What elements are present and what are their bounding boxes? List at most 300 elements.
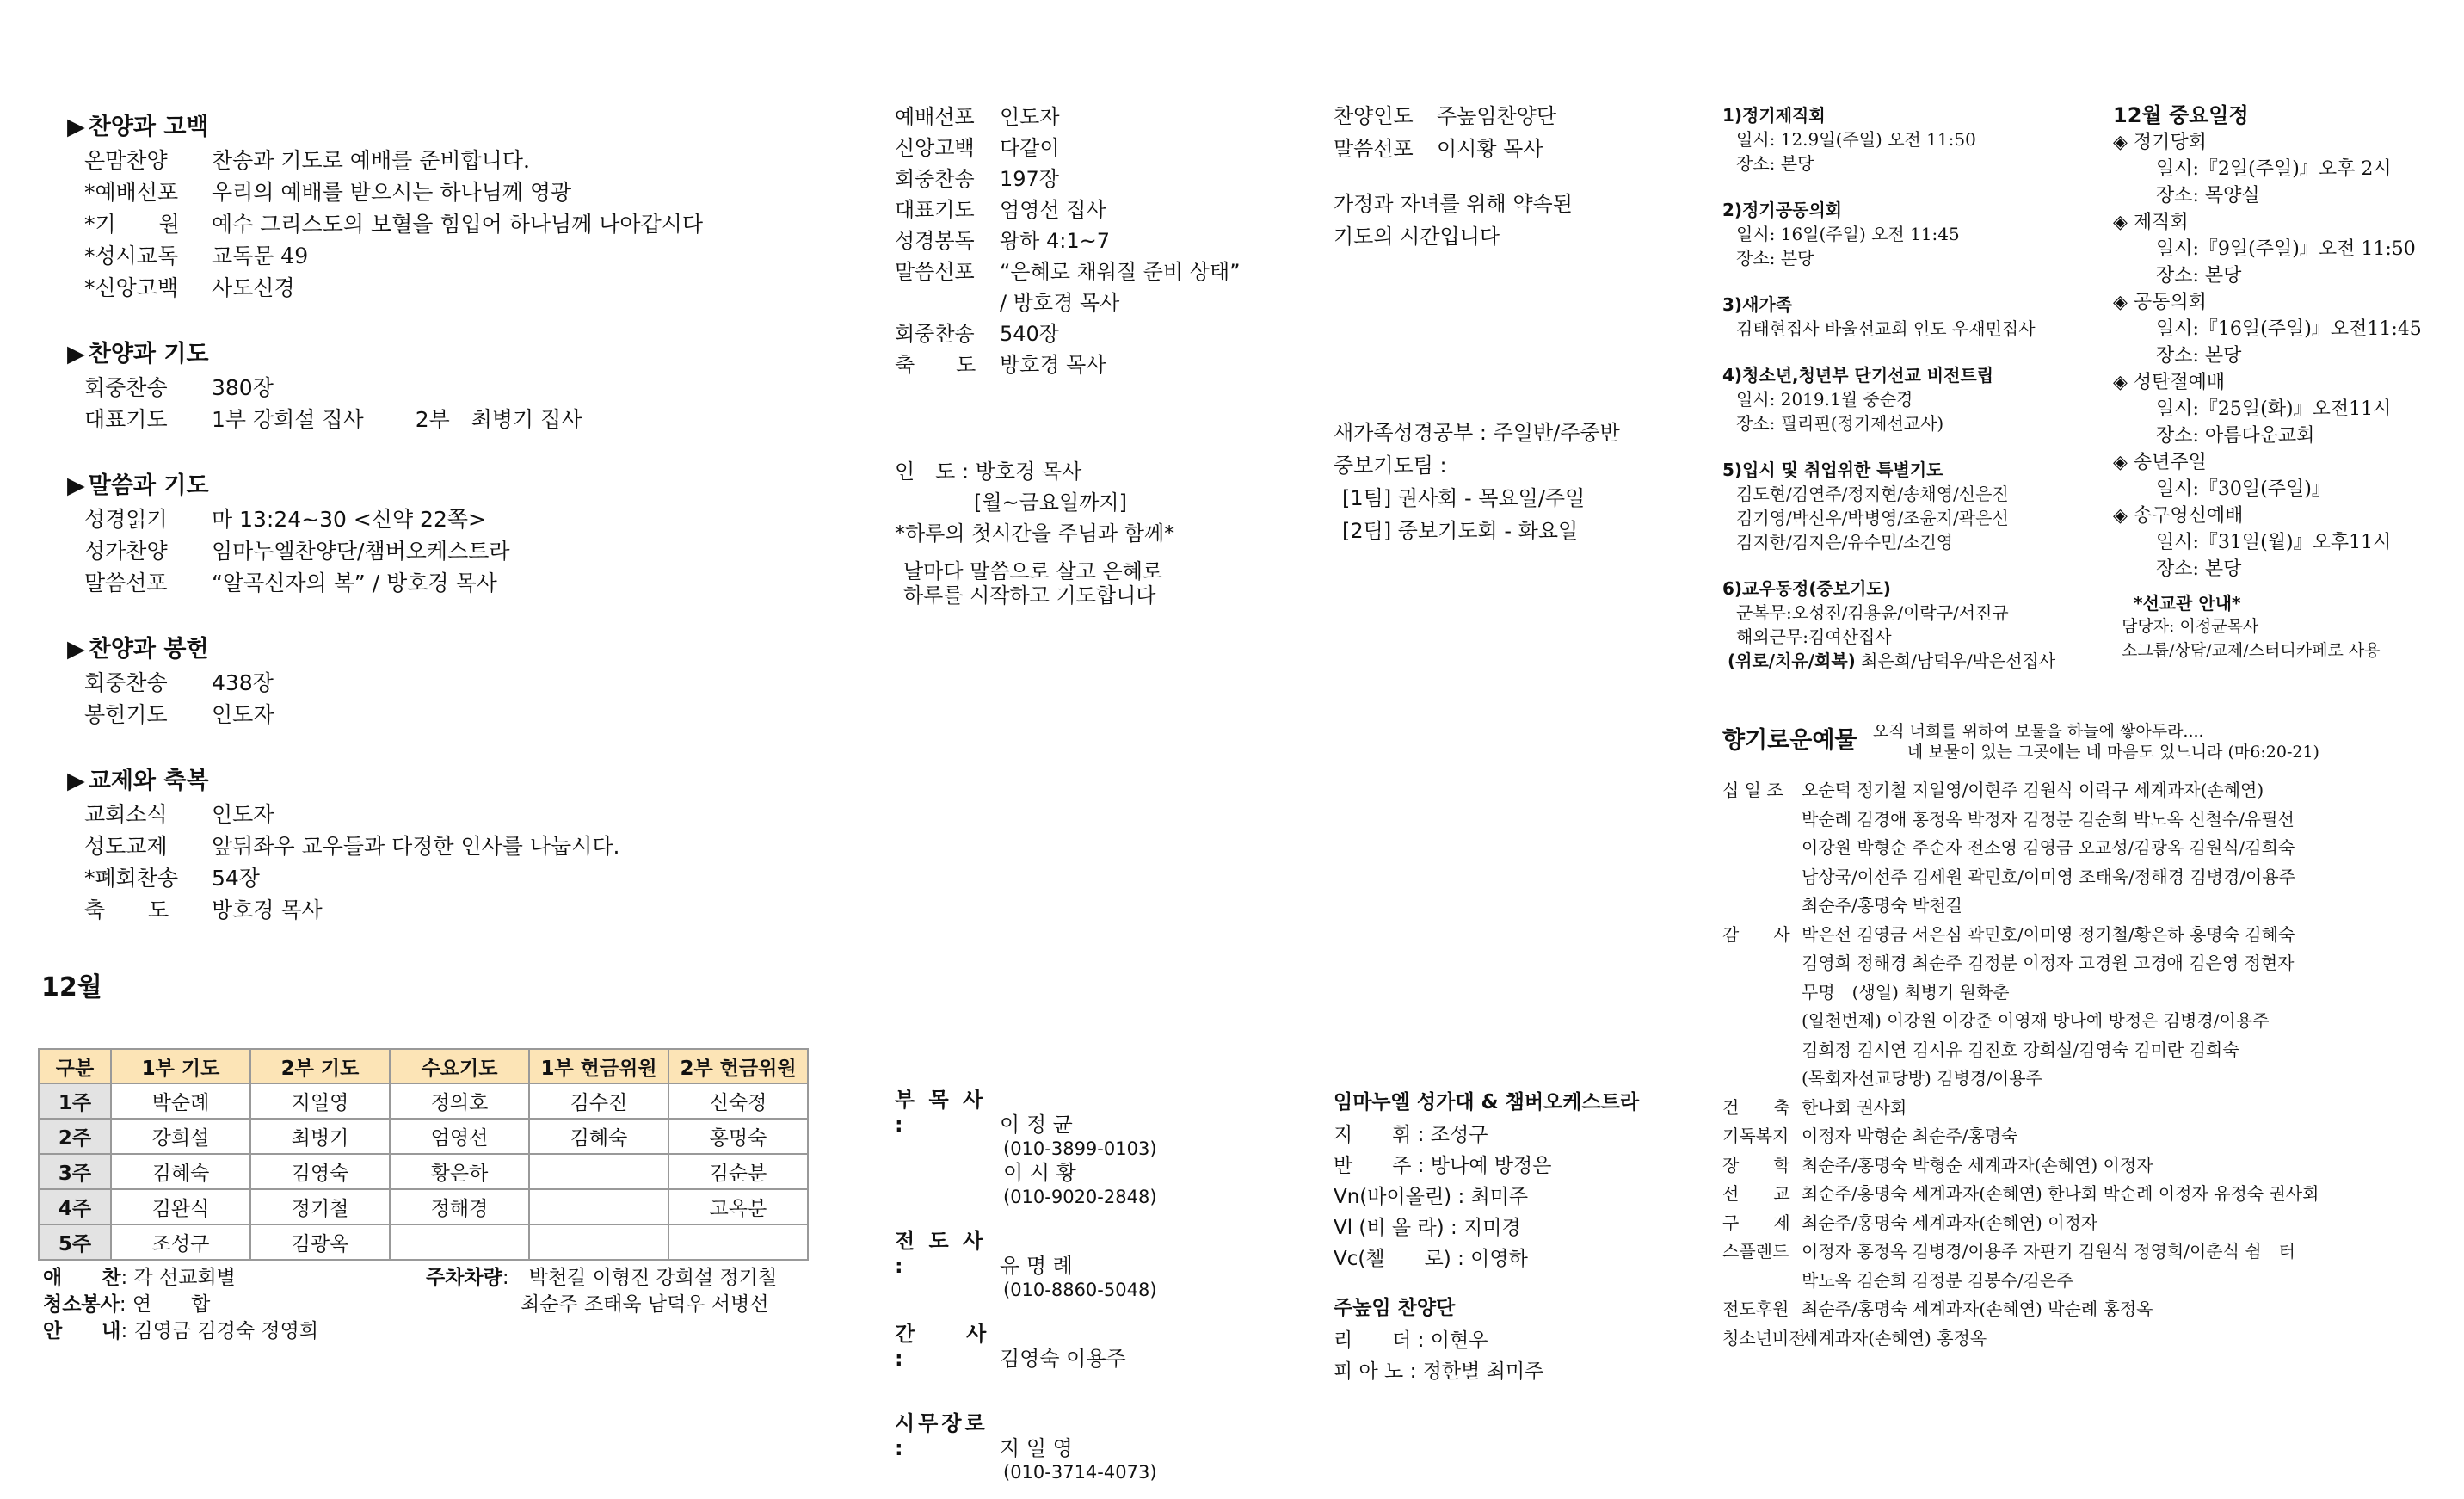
assoc-pastor-1: 이 정 균 (1000, 1113, 1073, 1137)
triangle-icon: ▶ (67, 341, 85, 367)
schedule-item-line: 장소: 본당 (2156, 558, 2242, 580)
choir-member-row: 반 주 : 방나예 방정은 (1334, 1155, 1552, 1177)
bible-study: 새가족성경공부 : 주일반/주중반 (1334, 421, 1620, 445)
section-title (67, 466, 841, 500)
announcement-item (1722, 293, 2110, 341)
order-row (67, 535, 841, 567)
family-line-2: 기도의 시간입니다 (1334, 225, 1500, 249)
table-row (39, 1224, 808, 1260)
worship-section (67, 108, 841, 304)
offering-names: 김영희 정해경 최순주 김정분 이정자 고경원 고경애 김은영 정현자 (1802, 953, 2295, 973)
section-title-text: 찬양과 봉헌 (88, 636, 209, 663)
table-cell: 김광옥 (250, 1224, 390, 1260)
schedule-item-line: 장소: 목양실 (2156, 185, 2260, 207)
offering-category: 스플렌드 (1722, 1241, 1789, 1262)
offering-category: 기독복지 (1722, 1126, 1789, 1146)
offering-category: 건 축 (1722, 1096, 1790, 1118)
staff-contacts (895, 1083, 1299, 1499)
section-title-text: 말씀과 기도 (88, 472, 209, 499)
table-cell: 고옥분 (668, 1189, 808, 1224)
announcement-bold-rest: 최은희/남덕우/박은선집사 (1855, 651, 2056, 671)
schedule-item-line: 일시:『25일(화)』오전11시 (2156, 398, 2392, 420)
table-header: 1부 기도 (111, 1049, 250, 1083)
praise-value: 주높임찬양단 (1437, 104, 1557, 128)
sermon-value: 이시황 목사 (1437, 137, 1543, 161)
announcement-line: 일시: 16일(주일) 오전 11:45 (1736, 224, 1960, 244)
week-cell: 1주 (39, 1083, 111, 1119)
order-row (67, 503, 841, 535)
offering-names: 김희정 김시연 김시유 김진호 강희설/김영숙 김미란 김희숙 (1802, 1039, 2239, 1060)
offering-names: 오순덕 정기철 지일영/이현주 김원식 이락구 세계과자(손혜연) (1802, 780, 2264, 800)
order-value: 앞뒤좌우 교우들과 다정한 인사를 나눕시다. (212, 834, 620, 859)
announcement-line (1722, 649, 2110, 673)
announcement-item (1722, 458, 2110, 554)
order-label: 회중찬송 (84, 670, 168, 695)
offering-list (1722, 721, 2436, 1353)
afternoon-label: 성경봉독 (895, 229, 975, 253)
offering-category (1722, 949, 1802, 978)
announcement-heading: 1)정기제직회 (1722, 105, 1826, 126)
offering-verse-1: 오직 너희를 위하여 보물을 하늘에 쌓아두라.... (1872, 722, 2204, 741)
afternoon-row (895, 163, 1299, 194)
order-row (67, 894, 841, 926)
parking-value: : 박천길 이형진 강희설 정기철 (502, 1267, 778, 1289)
table-cell: 정기철 (250, 1189, 390, 1224)
worship-order (67, 108, 841, 957)
dawn-days: [월~금요일까지] (974, 490, 1127, 515)
offering-category: 감 사 (1722, 923, 1790, 945)
worship-section (67, 335, 841, 435)
elder-phone: (010-3714-4073) (1003, 1462, 1157, 1483)
afternoon-value: 다같이 (1000, 136, 1060, 160)
offering-names: (목회자선교당방) 김병경/이용주 (1802, 1068, 2042, 1089)
order-label: 성도교제 (84, 834, 168, 859)
table-cell: 엄영선 (390, 1119, 529, 1154)
order-row (67, 372, 841, 404)
afternoon-label: 회중찬송 (895, 167, 975, 191)
afternoon-row (895, 349, 1299, 380)
praise-team-title: 주높임 찬양단 (1334, 1297, 1456, 1319)
announcement-heading: 6)교우동정(중보기도) (1722, 578, 1891, 599)
offering-row (1722, 949, 2436, 978)
elder-label: 시무장로 : (895, 1411, 989, 1460)
table-cell: 김수진 (529, 1083, 668, 1119)
table-cell (668, 1224, 808, 1260)
offering-row (1722, 1122, 2436, 1151)
table-row (39, 1119, 808, 1154)
choir-title: 임마누엘 성가대 & 챔버오케스트라 (1334, 1091, 1640, 1113)
order-value: 방호경 목사 (212, 898, 323, 922)
monthly-duty-table (38, 1048, 809, 1261)
offering-row (1722, 1151, 2436, 1181)
afternoon-label: 예배선포 (895, 105, 975, 129)
choir-member-row: Vc(첼 로) : 이영하 (1334, 1248, 1528, 1270)
table-row (39, 1189, 808, 1224)
guide-value: : 김영금 김경숙 정영희 (120, 1320, 319, 1342)
announcement-item (1722, 577, 2110, 673)
offering-category: 청소년비전 (1722, 1327, 1806, 1348)
table-cell: 황은하 (390, 1154, 529, 1189)
schedule-item-name: ◈ 정기당회 (2113, 132, 2207, 153)
evangelist-label: 전 도 사 : (895, 1229, 987, 1278)
table-cell (390, 1224, 529, 1260)
afternoon-value: 엄영선 집사 (1000, 198, 1106, 222)
offering-category (1722, 978, 1802, 1008)
order-value: 교독문 49 (212, 244, 309, 268)
afternoon-row (895, 256, 1299, 287)
table-header: 1부 헌금위원 (529, 1049, 668, 1083)
order-row (67, 830, 841, 862)
week-cell: 5주 (39, 1224, 111, 1260)
order-label: 성경읽기 (84, 507, 168, 532)
announcement-line: 장소: 필리핀(정기제선교사) (1736, 413, 1944, 434)
triangle-icon: ▶ (67, 472, 85, 499)
announcement-bold-prefix: (위로/치유/회복) (1728, 651, 1856, 671)
afternoon-label: 회중찬송 (895, 322, 975, 346)
triangle-icon: ▶ (67, 636, 85, 663)
section-title (67, 762, 841, 795)
cleaning-value: : 연 합 (119, 1293, 211, 1316)
guide-label: 안 내 (43, 1320, 121, 1342)
offering-category (1722, 891, 1802, 921)
order-value: 예수 그리스도의 보혈을 힘입어 하나님께 나아갑시다 (212, 212, 704, 237)
offering-category (1722, 1064, 1802, 1094)
offering-names: 최순주/홍명숙 세계과자(손혜연) 박순례 홍정옥 (1802, 1299, 2153, 1319)
parking-label: 주차차량 (426, 1267, 502, 1289)
dawn-note: *하루의 첫시간을 주님과 함께* (895, 521, 1175, 546)
secretary: 김영숙 이용주 (1000, 1347, 1126, 1371)
schedule-title: 12월 중요일정 (2113, 103, 2249, 127)
evening-service (1334, 100, 1703, 547)
offering-row (1722, 1036, 2436, 1065)
intercession-team-2: [2팀] 중보기도회 - 화요일 (1342, 519, 1579, 543)
afternoon-row (895, 102, 1299, 133)
order-value: 찬송과 기도로 예배를 준비합니다. (212, 148, 530, 173)
afternoon-value: “은혜로 채워질 준비 상태” (1000, 260, 1241, 284)
ae-label: 애 찬 (43, 1267, 121, 1289)
schedule-item-line: 일시:『2일(주일)』오후 2시 (2156, 158, 2392, 180)
order-label: *성시교독 (84, 244, 179, 268)
offering-names: 최순주/홍명숙 세계과자(손혜연) 이정자 (1802, 1212, 2098, 1233)
offering-verse-2: 네 보물이 있는 그곳에는 네 마음도 있느니라 (마6:20-21) (1907, 743, 2319, 762)
offering-row (1722, 1180, 2436, 1209)
afternoon-row (895, 133, 1299, 163)
order-row (67, 862, 841, 894)
table-cell: 강희설 (111, 1119, 250, 1154)
triangle-icon: ▶ (67, 114, 85, 140)
elder: 지 일 영 (1000, 1436, 1073, 1460)
order-row (67, 404, 841, 435)
worship-section (67, 466, 841, 599)
table-header: 수요기도 (390, 1049, 529, 1083)
offering-row (1722, 1267, 2436, 1296)
afternoon-value: 197장 (1000, 167, 1059, 191)
section-title-text: 찬양과 기도 (88, 341, 209, 367)
week-cell: 3주 (39, 1154, 111, 1189)
schedule-item-line: 일시:『30일(주일)』 (2156, 478, 2331, 500)
order-row (67, 272, 841, 304)
month-title: 12월 (41, 972, 102, 1002)
offering-names: 세계과자(손혜연) 홍정옥 (1802, 1327, 1987, 1348)
order-label: *폐회찬송 (84, 866, 179, 891)
table-row (39, 1083, 808, 1119)
table-cell: 박순례 (111, 1083, 250, 1119)
worship-section (67, 762, 841, 926)
offering-names: 이강원 박형순 주순자 전소영 김영금 오교성/김광옥 김원식/김희숙 (1802, 837, 2295, 858)
evangelist: 유 명 례 (1000, 1254, 1073, 1278)
table-cell: 신숙정 (668, 1083, 808, 1119)
announcement-line: 김지한/김지은/유수민/소건영 (1736, 532, 1954, 552)
dawn-line-1: 날마다 말씀으로 살고 은혜로 (903, 559, 1163, 583)
worship-section (67, 630, 841, 731)
intercession-team-1: [1팀] 권사회 - 목요일/주일 (1342, 486, 1586, 510)
section-title (67, 630, 841, 663)
schedule-item-name: ◈ 성탄절예배 (2113, 372, 2226, 393)
announcement-item (1722, 103, 2110, 176)
offering-row (1722, 1324, 2436, 1354)
table-cell (529, 1154, 668, 1189)
announcement-line: 장소: 본당 (1736, 248, 1814, 268)
section-title-text: 교제와 축복 (88, 768, 209, 794)
service-assignments (43, 1265, 800, 1345)
afternoon-label: 대표기도 (895, 198, 975, 222)
offering-category (1722, 1036, 1802, 1065)
afternoon-row (895, 225, 1299, 256)
announcement-line: 김도현/김연주/정지현/송채영/신은진 (1736, 484, 2009, 504)
december-schedule (2113, 102, 2440, 663)
order-label: 축 도 (84, 898, 169, 922)
order-row (67, 240, 841, 272)
table-cell: 김혜숙 (111, 1154, 250, 1189)
praise-label: 찬양인도 (1334, 104, 1414, 128)
offering-row (1722, 805, 2436, 835)
offering-row (1722, 834, 2436, 863)
offering-names: 무명 (생일) 최병기 원화춘 (1802, 981, 2010, 1002)
secretary-label: 간 사 : (895, 1322, 990, 1371)
offering-names: 이정자 박형순 최순주/홍명숙 (1802, 1126, 2018, 1146)
offering-names: 최순주/홍명숙 박천길 (1802, 895, 1962, 916)
announcement-item (1722, 363, 2110, 435)
afternoon-label: 축 도 (895, 353, 976, 377)
announcements (1722, 103, 2110, 695)
offering-row (1722, 776, 2436, 805)
announcement-heading: 2)정기공동의회 (1722, 200, 1842, 220)
afternoon-value: 인도자 (1000, 105, 1060, 129)
table-row (39, 1154, 808, 1189)
afternoon-value: 방호경 목사 (1000, 353, 1106, 377)
order-label: 성가찬양 (84, 539, 168, 564)
ae-value: : 각 선교회별 (120, 1267, 236, 1289)
week-cell: 2주 (39, 1119, 111, 1154)
order-row (67, 699, 841, 731)
afternoon-row (895, 194, 1299, 225)
spacer (364, 404, 416, 435)
table-header: 2부 헌금위원 (668, 1049, 808, 1083)
order-value: 임마누엘찬양단/챔버오케스트라 (212, 539, 510, 564)
offering-names: 최순주/홍명숙 박형순 세계과자(손혜연) 이정자 (1802, 1154, 2153, 1175)
choir-member-row: Vl (비 올 라) : 지미경 (1334, 1217, 1521, 1239)
order-label: *예배선포 (84, 180, 179, 205)
section-title (67, 108, 841, 141)
offering-row (1722, 1064, 2436, 1094)
offering-row (1722, 1237, 2436, 1267)
offering-category (1722, 805, 1802, 835)
order-label: 대표기도 (84, 407, 168, 432)
offering-row (1722, 921, 2436, 950)
schedule-item-line: 일시:『31일(월)』오후11시 (2156, 532, 2392, 553)
announcement-line: 해외근무:김여산집사 (1736, 626, 1892, 647)
offering-names: 최순주/홍명숙 세계과자(손혜연) 한나회 박순례 이정자 유정숙 권사회 (1802, 1183, 2319, 1204)
announcement-line: 장소: 본당 (1736, 153, 1814, 174)
offering-names: 남상국/이선주 김세원 곽민호/이미영 조태욱/정해경 김병경/이용주 (1802, 866, 2296, 887)
order-row (67, 799, 841, 830)
schedule-item-line: 일시:『16일(주일)』오전11:45 (2156, 318, 2422, 340)
table-cell: 김순분 (668, 1154, 808, 1189)
offering-category (1722, 834, 1802, 863)
table-cell: 최병기 (250, 1119, 390, 1154)
afternoon-label: 말씀선포 (895, 260, 975, 284)
table-cell (529, 1224, 668, 1260)
praise-team-row: 리 더 : 이현우 (1334, 1329, 1488, 1352)
week-cell: 4주 (39, 1189, 111, 1224)
order-label: *기 원 (84, 212, 180, 237)
announcement-line: 일시: 12.9일(주일) 오전 11:50 (1736, 129, 1976, 150)
order-value: 인도자 (212, 802, 274, 827)
triangle-icon: ▶ (67, 768, 85, 794)
announcement-heading: 3)새가족 (1722, 294, 1793, 315)
mission-house-manager: 담당자: 이정균목사 (2122, 617, 2259, 636)
offering-row (1722, 1209, 2436, 1238)
offering-row (1722, 891, 2436, 921)
table-header-row (39, 1049, 808, 1083)
schedule-item-name: ◈ 송년주일 (2113, 452, 2207, 473)
offering-category: 구 제 (1722, 1212, 1790, 1233)
offering-category: 장 학 (1722, 1154, 1790, 1175)
order-value: 사도신경 (212, 275, 295, 300)
schedule-item-name: ◈ 공동의회 (2113, 292, 2207, 313)
section-title-text: 찬양과 고백 (88, 114, 209, 140)
offering-category: 십 일 조 (1722, 780, 1783, 800)
parking-value-2: 최순주 조태욱 남덕우 서병선 (521, 1293, 769, 1316)
order-value: “알곡신자의 복” / 방호경 목사 (212, 571, 497, 595)
table-cell: 정해경 (390, 1189, 529, 1224)
announcement-item (1722, 198, 2110, 270)
assoc-pastor-1-phone: (010-3899-0103) (1003, 1138, 1157, 1159)
mission-house-title: *선교관 안내* (2134, 593, 2241, 614)
afternoon-row (895, 318, 1299, 349)
dawn-line-2: 하루를 시작하고 기도합니다 (903, 583, 1156, 608)
praise-team-row: 피 아 노 : 정한별 최미주 (1334, 1360, 1544, 1383)
order-row (67, 176, 841, 208)
table-header: 구분 (39, 1049, 111, 1083)
schedule-item-line: 장소: 본당 (2156, 345, 2242, 367)
afternoon-value: 왕하 4:1~7 (1000, 229, 1111, 253)
announcement-line: 군복무:오성진/김용윤/이락구/서진규 (1736, 602, 2009, 623)
order-value: 우리의 예배를 받으시는 하나님께 영광 (212, 180, 572, 205)
schedule-item-line: 장소: 본당 (2156, 265, 2242, 287)
offering-category (1722, 1007, 1802, 1036)
schedule-item-line: 장소: 아름다운교회 (2156, 425, 2315, 447)
order-label: 회중찬송 (84, 375, 168, 400)
afternoon-value: / 방호경 목사 (1000, 291, 1120, 315)
order-value: 인도자 (212, 702, 274, 727)
table-cell: 정의호 (390, 1083, 529, 1119)
order-row (67, 667, 841, 699)
offering-category (1722, 863, 1802, 892)
order-value: 380장 (212, 375, 274, 400)
afternoon-value: 540장 (1000, 322, 1059, 346)
sermon-label: 말씀선포 (1334, 137, 1414, 161)
offering-names: (일천번제) 이강원 이강준 이영재 방나예 방정은 김병경/이용주 (1802, 1010, 2270, 1031)
schedule-item-line: 일시:『9일(주일)』오전 11:50 (2156, 238, 2416, 260)
announcement-line: 일시: 2019.1월 중순경 (1736, 389, 1913, 410)
announcement-heading: 4)청소년,청년부 단기선교 비전트립 (1722, 365, 1994, 386)
evangelist-phone: (010-8860-5048) (1003, 1280, 1157, 1300)
table-cell: 지일영 (250, 1083, 390, 1119)
order-value: 54장 (212, 866, 260, 891)
order-label: 봉헌기도 (84, 702, 168, 727)
table-cell: 김혜숙 (529, 1119, 668, 1154)
offering-names: 이정자 홍정옥 김병경/이용주 자판기 김원식 정영희/이춘식 쉼 터 (1802, 1241, 2295, 1262)
assoc-pastor-label: 부 목 사 : (895, 1088, 987, 1137)
offering-category: 선 교 (1722, 1183, 1790, 1204)
choir-member-row: Vn(바이올린) : 최미주 (1334, 1186, 1529, 1208)
cleaning-label: 청소봉사 (43, 1293, 120, 1316)
offering-names: 박노옥 김순희 김정분 김봉수/김은주 (1802, 1269, 2073, 1291)
offering-row (1722, 1094, 2436, 1123)
table-cell: 홍명숙 (668, 1119, 808, 1154)
order-value: 마 13:24~30 <신약 22쪽> (212, 507, 486, 532)
section-title (67, 335, 841, 368)
intercession-label: 중보기도팀 : (1334, 453, 1447, 478)
offering-row (1722, 863, 2436, 892)
dawn-leader: 인 도 : 방호경 목사 (895, 460, 1082, 484)
announcement-line: 김기영/박선우/박병영/조윤지/곽은선 (1736, 508, 2009, 528)
order-row (67, 208, 841, 240)
afternoon-service (895, 102, 1299, 608)
order-row (67, 145, 841, 176)
choir-info (1334, 1086, 1703, 1387)
order-label: *신앙고백 (84, 275, 179, 300)
assoc-pastor-2: 이 시 황 (1003, 1161, 1076, 1185)
announcement-heading: 5)입시 및 취업위한 특별기도 (1722, 460, 1943, 480)
order-value-2: 2부 최병기 집사 (415, 407, 582, 432)
order-value: 438장 (212, 670, 274, 695)
offering-names: 박은선 김영금 서은심 곽민호/이미영 정기철/황은하 홍명숙 김혜숙 (1802, 923, 2295, 945)
announcement-line: 김태현집사 바울선교회 인도 우재민집사 (1736, 318, 2036, 339)
offering-names: 한나회 권사회 (1802, 1096, 1907, 1118)
table-cell: 조성구 (111, 1224, 250, 1260)
table-cell: 김완식 (111, 1189, 250, 1224)
offering-category (1722, 1267, 1802, 1296)
offering-row (1722, 1007, 2436, 1036)
schedule-item-name: ◈ 제직회 (2113, 212, 2189, 233)
order-label: 말씀선포 (84, 571, 168, 595)
schedule-item-name: ◈ 송구영신예배 (2113, 505, 2244, 527)
mission-house-usage: 소그룹/상담/교제/스터디카페로 사용 (2122, 641, 2381, 660)
dawn-prayer (895, 456, 1273, 608)
afternoon-row (895, 287, 1299, 318)
assoc-pastor-2-phone: (010-9020-2848) (1003, 1187, 1157, 1207)
choir-member-row: 지 휘 : 조성구 (1334, 1124, 1488, 1146)
table-cell (529, 1189, 668, 1224)
offering-row (1722, 1295, 2436, 1324)
offering-category: 전도후원 (1722, 1299, 1789, 1319)
offering-title: 향기로운예물 (1722, 727, 1857, 754)
offering-names: 박순례 김경애 홍정옥 박정자 김정분 김순희 박노옥 신철수/유필선 (1802, 808, 2295, 830)
order-label: 교회소식 (84, 802, 168, 827)
offering-row (1722, 978, 2436, 1008)
